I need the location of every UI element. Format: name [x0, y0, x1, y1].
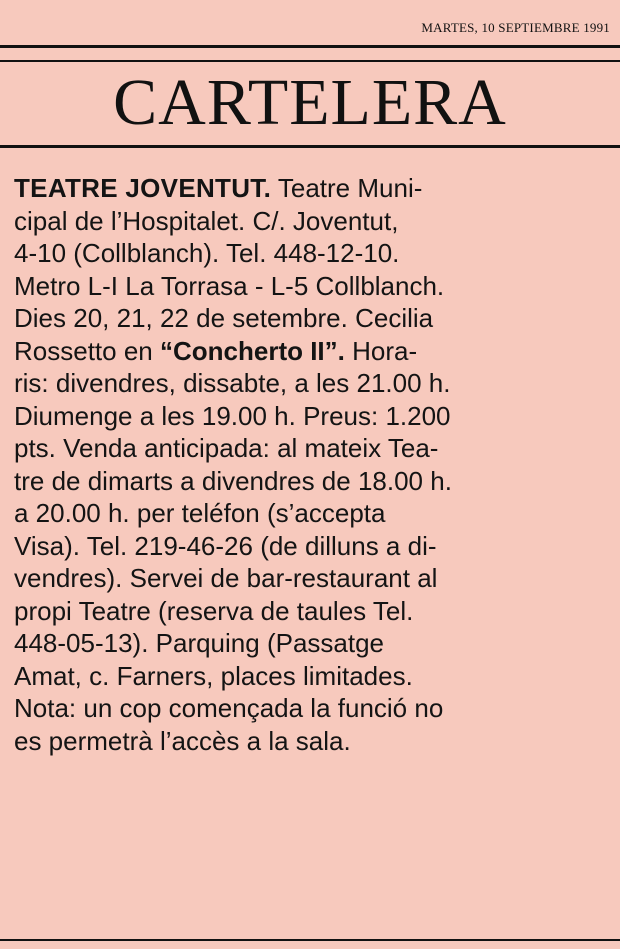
title-rule [0, 145, 620, 148]
article-text: vendres). Servei de bar-restaurant al [14, 563, 438, 593]
article-text: Hora- [344, 335, 418, 366]
article-text: 448-05-13). Parquing (Passatge [14, 628, 385, 658]
article-line [14, 432, 606, 465]
article-line [14, 172, 606, 205]
article-line [14, 627, 606, 660]
article-line [14, 660, 606, 693]
article-text: Metro L-I La Torrasa - L-5 Collblanch. [14, 270, 445, 301]
article-line [14, 530, 606, 563]
article-text: Diumenge a les 19.00 h. Preus: 1.200 [14, 400, 451, 431]
top-rule-thin [0, 60, 620, 62]
article-line [14, 367, 606, 400]
show-title: “Concherto II”. [159, 335, 345, 366]
section-title: CARTELERA [113, 66, 507, 139]
article-text: es permetrà l’accès a la sala. [14, 725, 351, 756]
article-text: Teatre Muni- [271, 173, 423, 203]
article-text: Nota: un cop començada la funció no [14, 693, 444, 723]
article-line [14, 237, 606, 270]
article-text: Dies 20, 21, 22 de setembre. Cecilia [14, 303, 434, 333]
article-text: Rossetto en [14, 335, 160, 366]
article-line [14, 270, 606, 303]
venue-name: TEATRE JOVENTUT. [14, 173, 272, 203]
article-line [14, 335, 606, 368]
bottom-rule [0, 939, 620, 941]
listing-article [14, 172, 606, 757]
article-text: ris: divendres, dissabte, a les 21.00 h. [14, 368, 451, 398]
article-line [14, 302, 606, 335]
article-line [14, 562, 606, 595]
article-text: Amat, c. Farners, places limitades. [14, 660, 413, 691]
article-text: 4-10 (Collblanch). Tel. 448-12-10. [14, 238, 400, 268]
article-text: Visa). Tel. 219-46-26 (de dilluns a di- [14, 530, 437, 561]
article-line [14, 205, 606, 238]
article-text: pts. Venda anticipada: al mateix Tea- [14, 433, 439, 463]
article-text: cipal de l’Hospitalet. C/. Joventut, [14, 205, 399, 236]
article-text: a 20.00 h. per teléfon (s’accepta [14, 498, 386, 528]
article-line [14, 692, 606, 725]
article-line [14, 595, 606, 628]
top-rule [0, 45, 620, 48]
article-line [14, 497, 606, 530]
article-line [14, 465, 606, 498]
article-line [14, 400, 606, 433]
article-text: tre de dimarts a divendres de 18.00 h. [14, 465, 452, 496]
article-text: propi Teatre (reserva de taules Tel. [14, 595, 414, 626]
article-line [14, 725, 606, 758]
dateline: MARTES, 10 SEPTIEMBRE 1991 [421, 20, 610, 35]
